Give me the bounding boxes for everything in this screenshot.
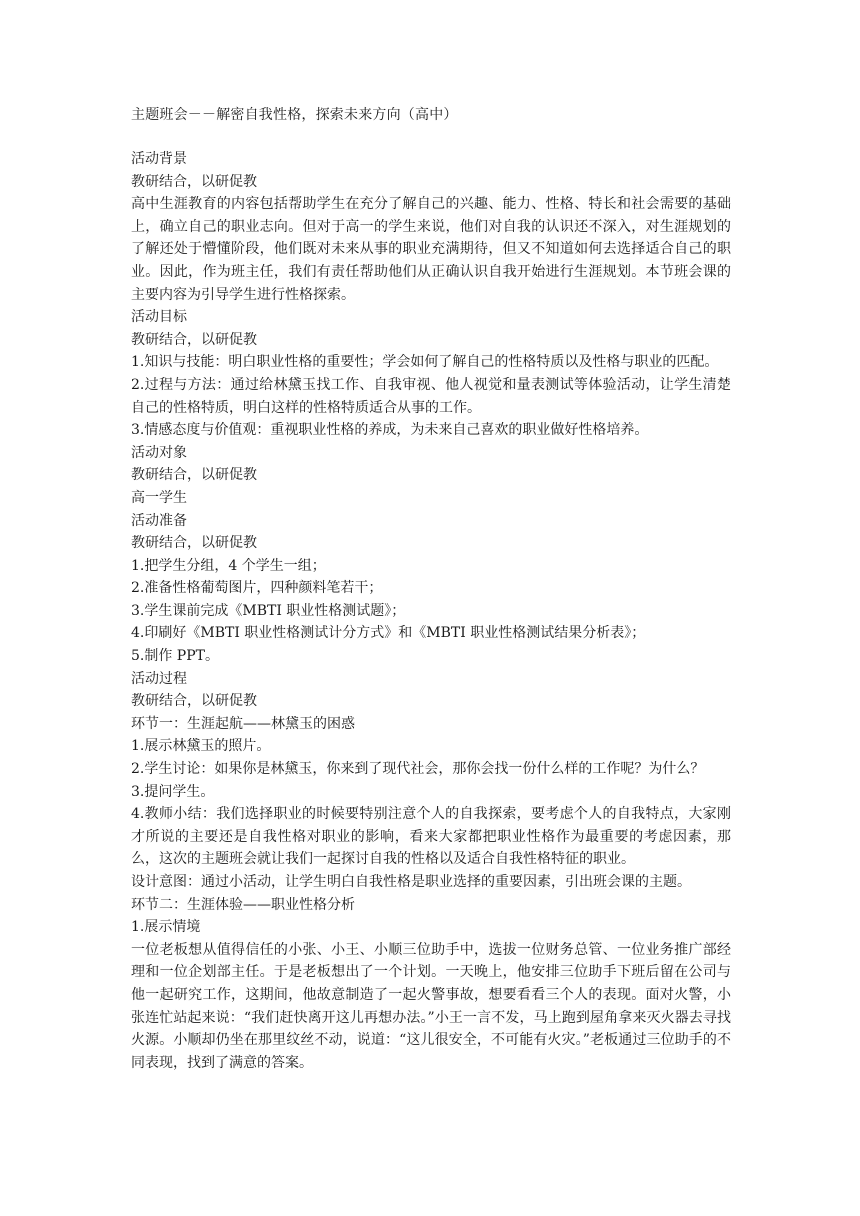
document-page — [131, 104, 731, 1074]
background-paragraph: 高中生涯教育的内容包括帮助学生在充分了解自己的兴趣、能力、性格、特长和社会需要的基础上，确立自己的职业志向。但对于高一的学生来说，他们对自我的认识还不深入，对生涯规划的了解还处于懵懂阶段，他们既对未来从事的职业充满期待，但又不知道如何去选择适合自己的职业。因此，作为班主任，我们有责任帮助他们从正确认识自我开始进行生涯规划。本节班会课的主要内容为引导学生进行性格探索。 — [131, 196, 731, 303]
stage1-title: 环节一：生涯起航——林黛玉的困惑 — [131, 715, 355, 732]
section-subheading: 教研结合，以研促教 — [131, 173, 257, 190]
stage1-design-intent: 设计意图：通过小活动，让学生明白自我性格是职业选择的重要因素，引出班会课的主题。 — [131, 874, 691, 890]
prep-item-printing: 4.印刷好《MBTI 职业性格测试计分方式》和《MBTI 职业性格测试结果分析表》； — [131, 625, 646, 642]
section-heading-process: 活动过程 — [131, 670, 187, 687]
stage1-item-question: 3.提问学生。 — [131, 783, 215, 800]
section-heading-audience: 活动对象 — [131, 444, 187, 461]
stage1-item-discussion: 2.学生讨论：如果你是林黛玉，你来到了现代社会，那你会找一份什么样的工作呢？为什么？ — [131, 761, 705, 778]
goal-item-knowledge: 1.知识与技能：明白职业性格的重要性；学会如何了解自己的性格特质以及性格与职业的匹配。 — [131, 354, 719, 371]
prep-item-ppt: 5.制作 PPT。 — [131, 648, 219, 665]
section-heading-background: 活动背景 — [131, 151, 187, 167]
section-subheading: 教研结合，以研促教 — [131, 331, 257, 348]
section-subheading: 教研结合，以研促教 — [131, 535, 257, 552]
prep-item-test: 3.学生课前完成《MBTI 职业性格测试题》； — [131, 602, 406, 619]
stage2-title: 环节二：生涯体验——职业性格分析 — [131, 896, 355, 913]
goal-item-attitude: 3.情感态度与价值观：重视职业性格的养成，为未来自己喜欢的职业做好性格培养。 — [131, 422, 649, 439]
prep-item-groups: 1.把学生分组，4 个学生一组； — [131, 557, 326, 574]
section-subheading: 教研结合，以研促教 — [131, 693, 257, 710]
section-heading-goals: 活动目标 — [131, 309, 187, 326]
prep-item-materials: 2.准备性格葡萄图片，四种颜料笔若干； — [131, 580, 383, 597]
goal-item-process: 2.过程与方法：通过给林黛玉找工作、自我审视、他人视觉和量表测试等体验活动，让学生清楚自己的性格特质，明白这样的性格特质适合从事的工作。 — [131, 376, 731, 416]
stage2-item-scenario: 1.展示情境 — [131, 919, 201, 936]
document-title: 主题班会－－解密自我性格，探索未来方向（高中） — [131, 107, 458, 123]
stage1-item-summary: 4.教师小结：我们选择职业的时候要特别注意个人的自我探索，要考虑个人的自我特点，大家刚才所说的主要还是自我性格对职业的影响，看来大家都把职业性格作为最重要的考虑因素，那么，这次的主题班会就让我们一起探讨自我的性格以及适合自我性格特征的职业。 — [131, 806, 731, 868]
audience-text: 高一学生 — [131, 489, 187, 506]
section-subheading: 教研结合，以研促教 — [131, 467, 257, 484]
section-heading-preparation: 活动准备 — [131, 512, 187, 529]
stage2-story: 一位老板想从值得信任的小张、小王、小顺三位助手中，选拔一位财务总管、一位业务推广部经理和一位企划部主任。于是老板想出了一个计划。一天晚上，他安排三位助手下班后留在公司与他一起研究工作，这期间，他故意制造了一起火警事故，想要看看三个人的表现。面对火警，小张连忙站起来说：“我们赶快离开这儿再想办法。”小王一言不发，马上跑到屋角拿来灭火器去寻找火源。小顺却仍坐在那里纹丝不动，说道：“这儿很安全，不可能有火灾。”老板通过三位助手的不同表现，找到了满意的答案。 — [131, 941, 731, 1071]
stage1-item-photo: 1.展示林黛玉的照片。 — [131, 738, 271, 755]
